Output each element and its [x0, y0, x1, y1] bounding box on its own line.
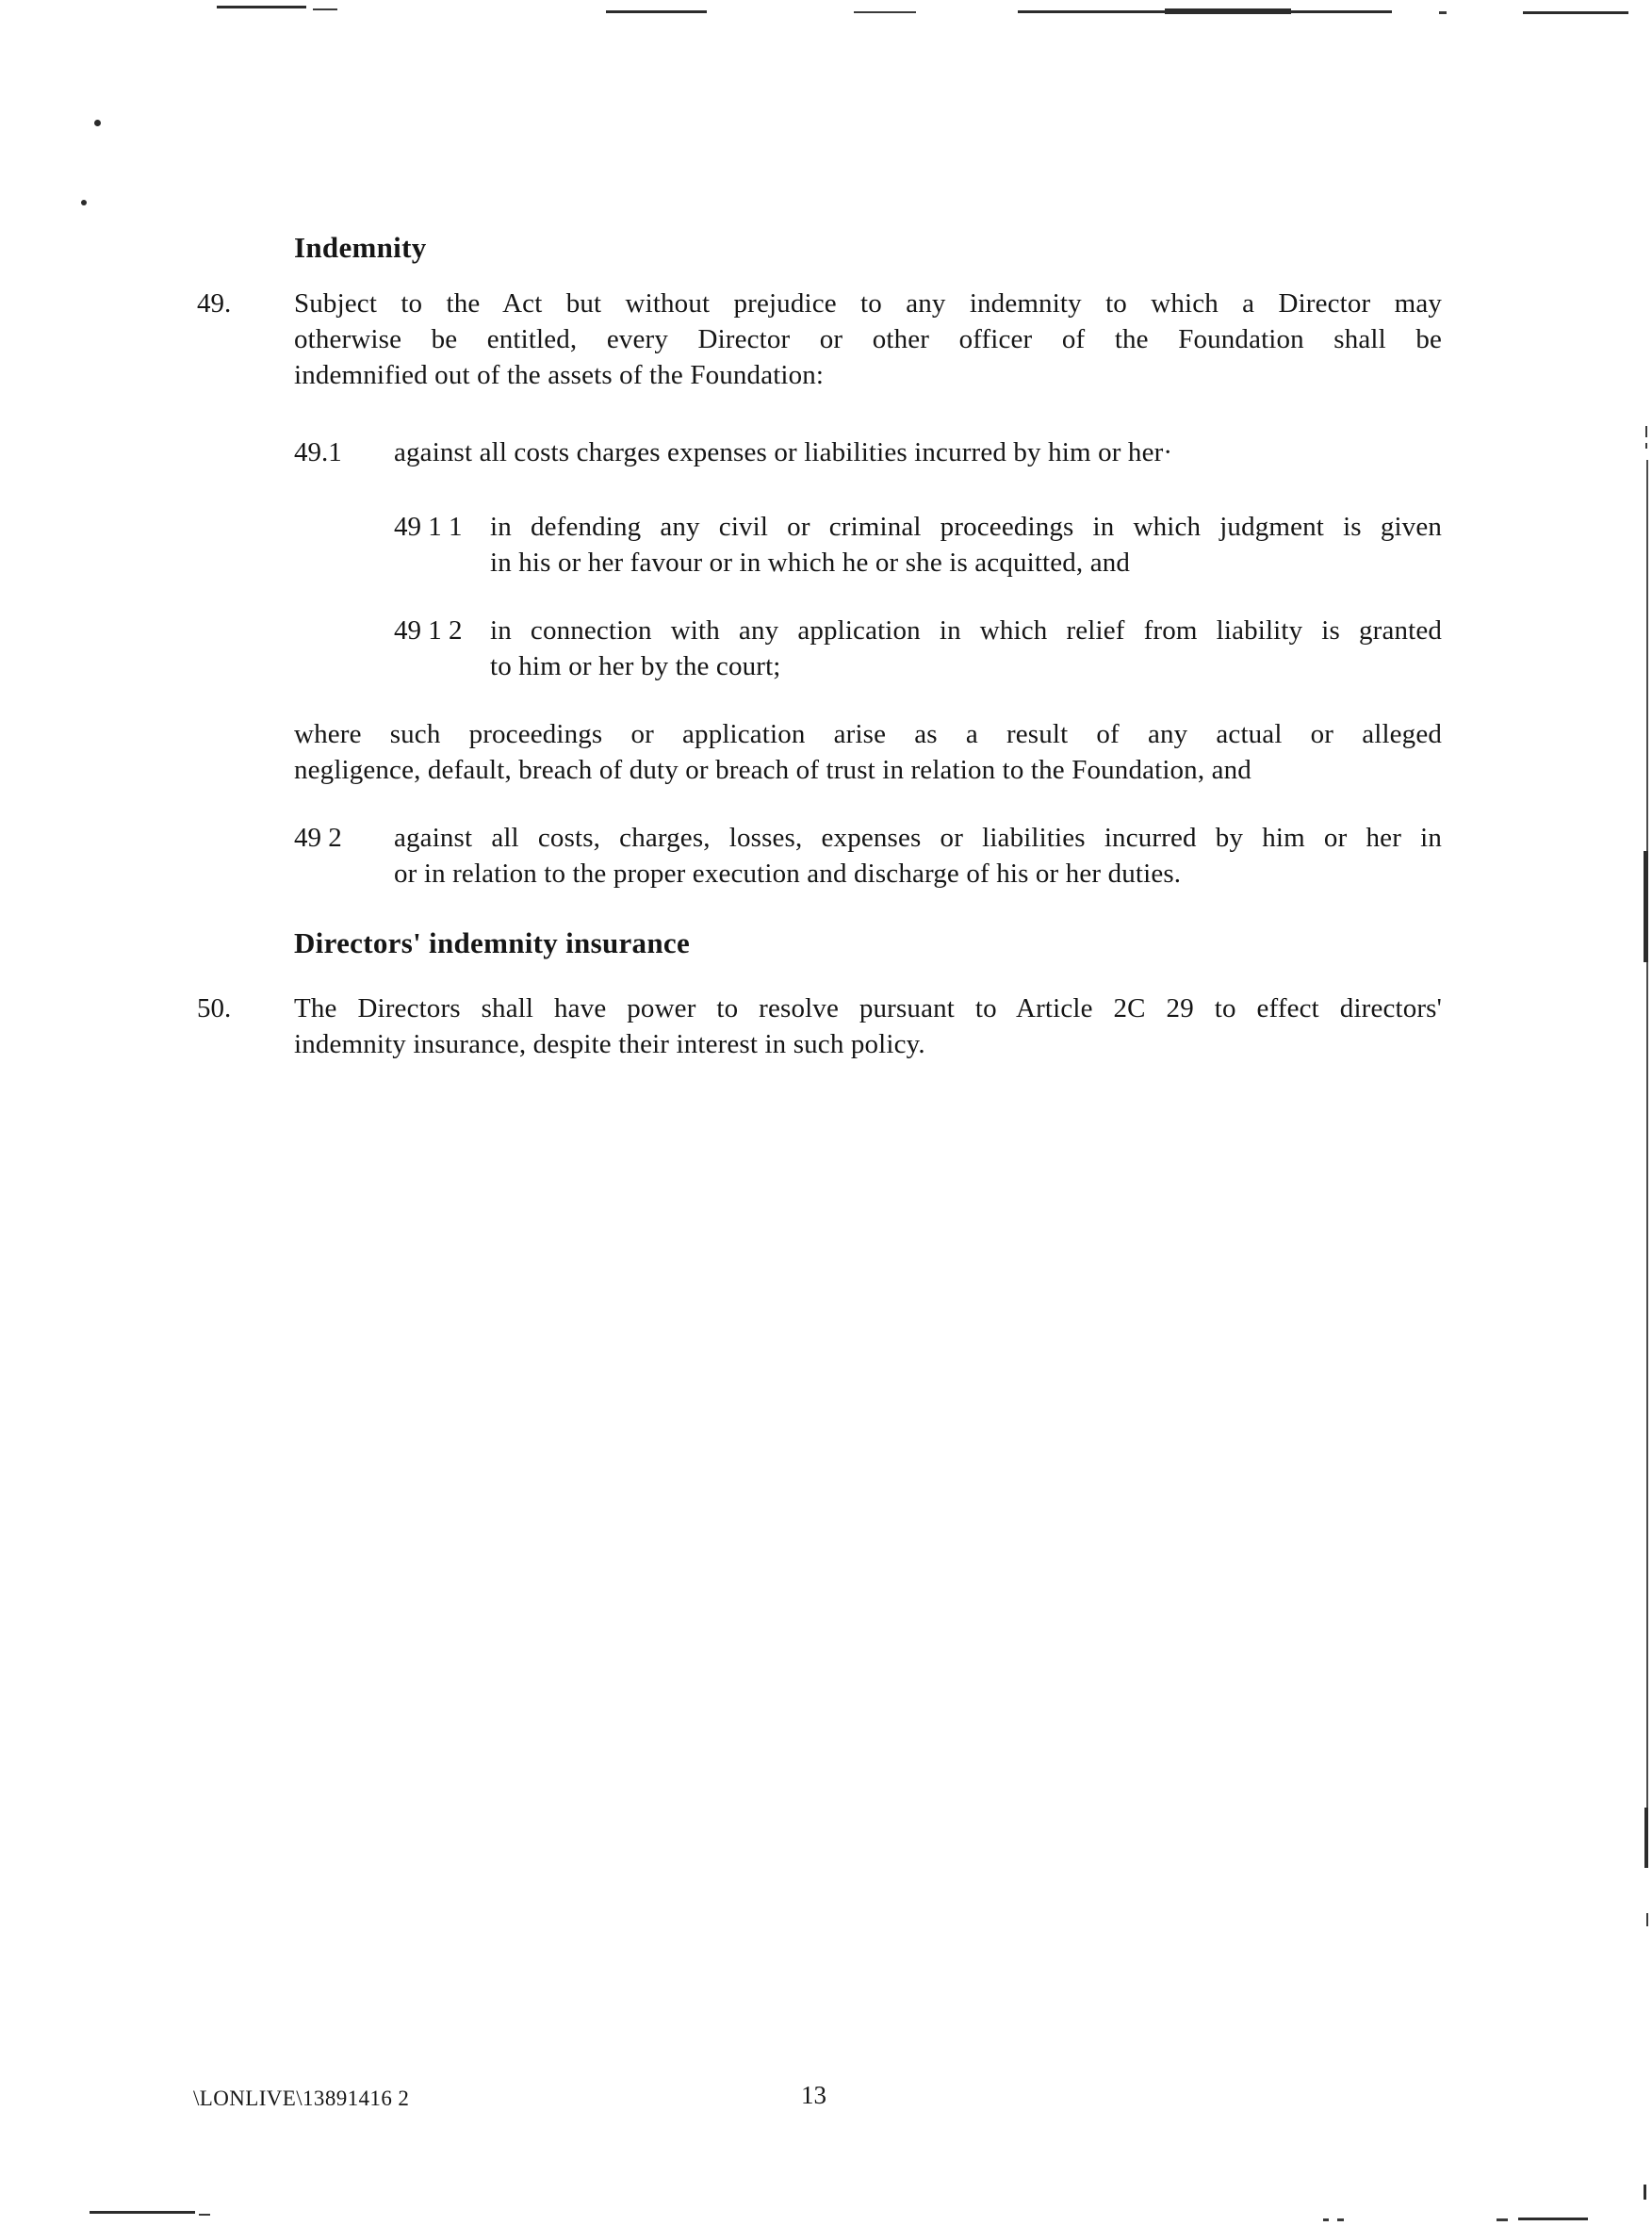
- clause-49-2-line: or in relation to the proper execution and discharge of his or her duties.: [394, 859, 1182, 889]
- scan-artifact-bottom-dash: [1497, 2218, 1508, 2221]
- clause-50-number: 50.: [197, 993, 232, 1023]
- clause-50-line: indemnity insurance, despite their interest in such policy.: [294, 1029, 925, 1059]
- section-heading-indemnity: Indemnity: [294, 231, 427, 264]
- clause-49-1-2-line: in connection with any application in which relief from liability is granted: [490, 615, 1442, 646]
- scan-artifact-top-dot: [1439, 11, 1447, 14]
- clause-49-1-line: against all costs charges expenses or liabilities incurred by him or her·: [394, 437, 1173, 467]
- scan-artifact-top-line: [854, 11, 916, 13]
- scan-artifact-right-line: [1646, 460, 1648, 1841]
- clause-49-1-1-text: [490, 509, 1442, 581]
- clause-49-1-1-line: in defending any civil or criminal proceedings in which judgment is given: [490, 512, 1442, 542]
- scan-artifact-bottom-corner-mark: [1644, 2185, 1646, 2200]
- clause-49-1-number: 49.1: [294, 437, 342, 467]
- scan-artifact-right-thick: [1644, 851, 1648, 962]
- clause-49-1-2-number: 49 1 2: [394, 615, 463, 646]
- scan-artifact-top-line: [1523, 11, 1628, 14]
- scan-artifact-bottom-dot: [1323, 2218, 1329, 2221]
- clause-49-line: otherwise be entitled, every Director or other officer of the Foundation shall be: [294, 324, 1442, 354]
- scan-artifact-right-dash: [1646, 1913, 1648, 1926]
- clause-49-2-number: 49 2: [294, 823, 342, 853]
- section-heading-directors-indemnity-insurance: Directors' indemnity insurance: [294, 926, 691, 959]
- footer-document-reference: \LONLIVE\13891416 2: [193, 2087, 410, 2110]
- scan-artifact-top-line: [217, 6, 306, 8]
- scan-artifact-dot: [94, 120, 101, 126]
- clause-50-text: [294, 990, 1442, 1062]
- scan-artifact-dot: [81, 200, 87, 205]
- clause-49-line: indemnified out of the assets of the Foundation:: [294, 360, 825, 390]
- clause-50-line: The Directors shall have power to resolve pursuant to Article 2C 29 to effect directors': [294, 993, 1442, 1023]
- footer-page-number: 13: [801, 2081, 826, 2109]
- clause-49-2-text: [394, 820, 1442, 892]
- scan-artifact-right-dash: [1645, 443, 1647, 449]
- clause-49-1-text: [394, 434, 1442, 470]
- scan-artifact-right-dash: [1645, 426, 1647, 437]
- clause-49-text: [294, 286, 1442, 393]
- clause-49-1-1-line: in his or her favour or in which he or she is acquitted, and: [490, 548, 1131, 578]
- clause-49-1-1-number: 49 1 1: [394, 512, 463, 542]
- scan-artifact-top-line: [606, 10, 707, 13]
- scan-artifact-bottom-dot: [1337, 2218, 1344, 2221]
- clause-49-line: Subject to the Act but without prejudice to any indemnity to which a Director may: [294, 288, 1442, 319]
- scan-artifact-bottom-line: [90, 2211, 195, 2214]
- where-paragraph: [294, 716, 1442, 788]
- clause-49-2-line: against all costs, charges, losses, expenses or liabilities incurred by him or her in: [394, 823, 1442, 853]
- scan-artifact-top-blob: [1165, 8, 1291, 14]
- scan-artifact-right-thick: [1644, 1808, 1648, 1868]
- clause-49-number: 49.: [197, 288, 232, 319]
- clause-49-1-2-text: [490, 613, 1442, 684]
- clause-49-1-2-line: to him or her by the court;: [490, 651, 781, 681]
- where-paragraph-line: where such proceedings or application arise as a result of any actual or alleged: [294, 719, 1442, 749]
- scan-artifact-bottom-line: [1518, 2218, 1588, 2220]
- scan-artifact-bottom-dash: [199, 2214, 210, 2216]
- scan-artifact-top-dash: [313, 8, 337, 10]
- where-paragraph-line: negligence, default, breach of duty or breach of trust in relation to the Foundation, and: [294, 755, 1251, 785]
